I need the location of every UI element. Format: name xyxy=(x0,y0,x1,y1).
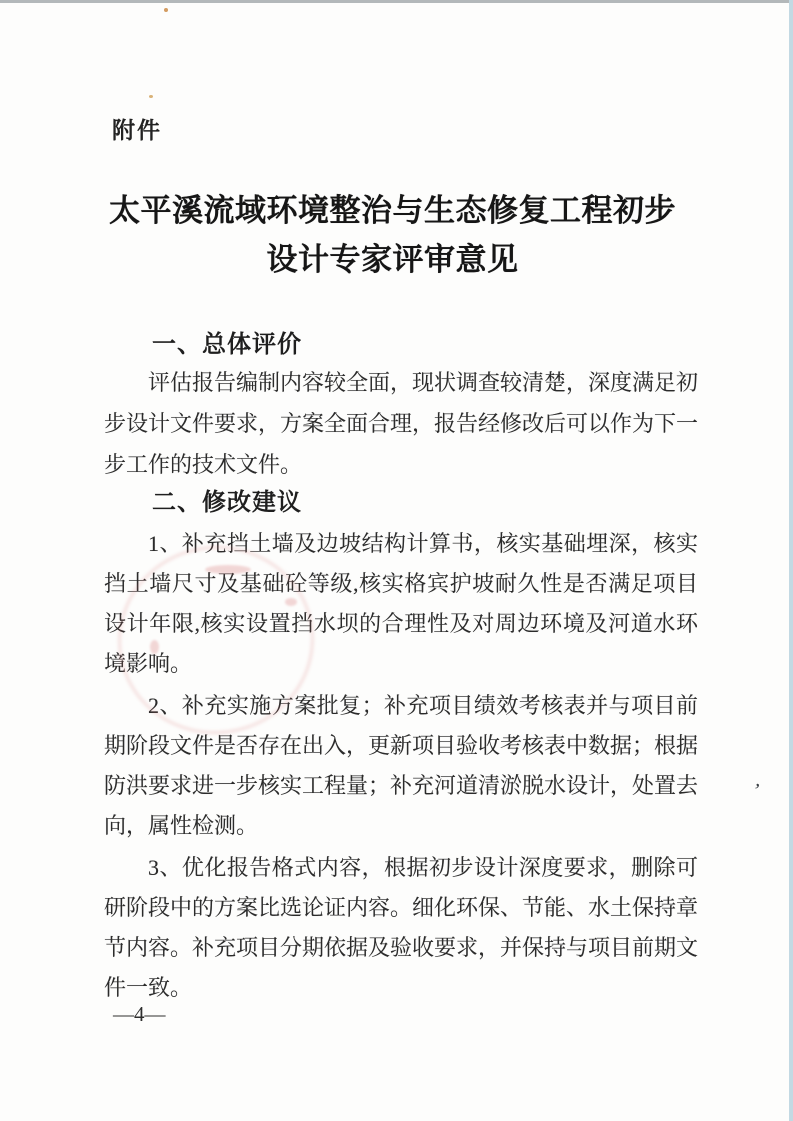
scan-edge-top xyxy=(0,0,793,3)
attachment-label: 附件 xyxy=(112,117,162,143)
stray-ink-mark: ’ xyxy=(750,779,762,803)
paragraph-suggestion-1: 1、补充挡土墙及边坡结构计算书，核实基础埋深，核实挡土墙尺寸及基础砼等级,核实格宾护坡耐久性是否满足项目设计年限,核实设置挡水坝的合理性及对周边环境及河道水环境影响。 xyxy=(104,531,698,676)
title-line-1: 太平溪流域环境整治与生态修复工程初步 xyxy=(109,193,676,228)
title-line-2: 设计专家评审意见 xyxy=(266,242,519,277)
section-heading-revision-suggestions: 二、修改建议 xyxy=(152,489,302,516)
document-title xyxy=(0,186,785,284)
paragraph-suggestion-3: 3、优化报告格式内容，根据初步设计深度要求，删除可研阶段中的方案比选论证内容。细化环保、节能、水土保持章节内容。补充项目分期依据及验收要求，并保持与项目前期文件一致。 xyxy=(104,855,699,1000)
section-heading-overall-evaluation: 一、总体评价 xyxy=(152,331,302,358)
scan-speck xyxy=(164,8,168,12)
scan-speck xyxy=(149,95,153,98)
paragraph-suggestion-2: 2、补充实施方案批复；补充项目绩效考核表并与项目前期阶段文件是否存在出入，更新项目验收考核表中数据；根据防洪要求进一步核实工程量；补充河道清淤脱水设计，处置去向，属性检测。 xyxy=(104,693,699,838)
stamp-smudge xyxy=(150,640,159,654)
paragraph-overall-evaluation: 评估报告编制内容较全面，现状调查较清楚，深度满足初步设计文件要求，方案全面合理，报告经修改后可以作为下一步工作的技术文件。 xyxy=(104,370,699,477)
stamp-smudge xyxy=(205,565,251,574)
stamp-smudge xyxy=(285,598,297,606)
scan-edge-right xyxy=(789,0,793,1121)
page-number: —4— xyxy=(113,1002,166,1026)
